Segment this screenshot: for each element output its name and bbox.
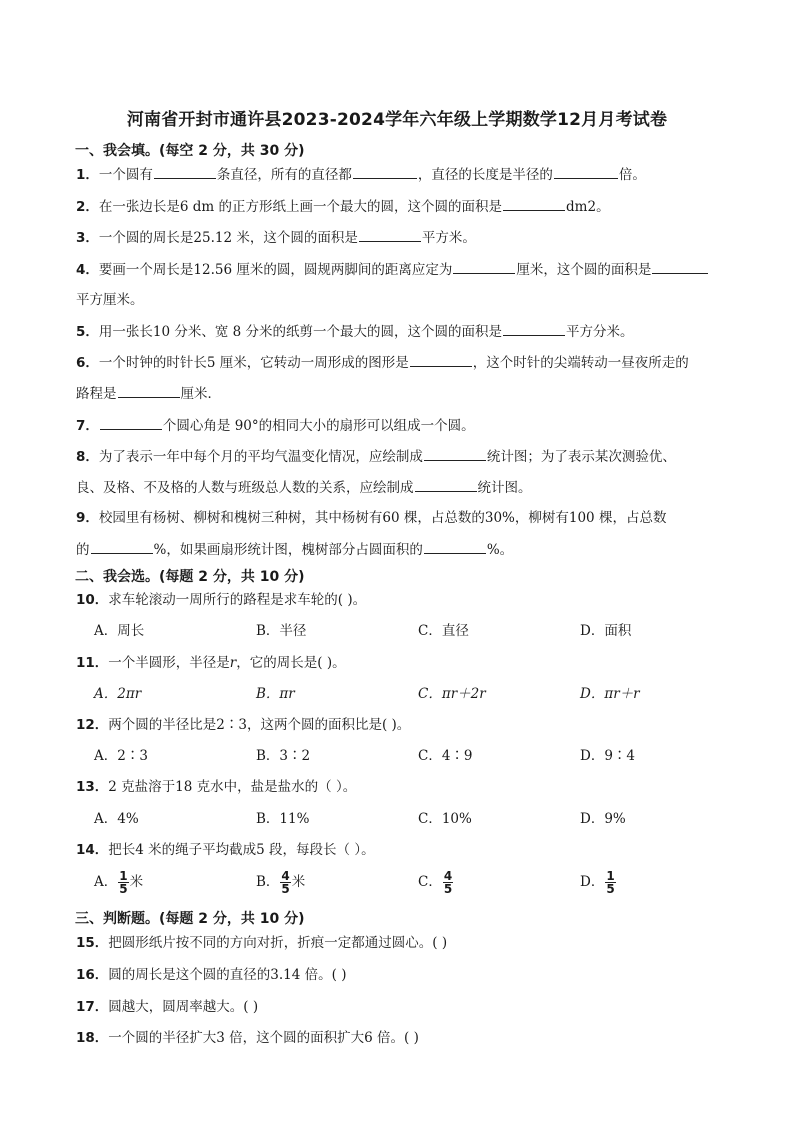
- question-text: 倍。: [618, 167, 646, 183]
- answer-blank[interactable]: [424, 446, 486, 461]
- question-text: dm2。: [566, 199, 610, 215]
- unit: 米: [129, 874, 144, 890]
- question-12: [76, 715, 410, 735]
- question-text: 一个半圆形，半径是: [108, 655, 230, 671]
- question-text: 平方米。: [421, 230, 476, 246]
- option-d[interactable]: D．9∶4: [580, 748, 636, 764]
- option-b[interactable]: [256, 870, 305, 895]
- question-text: 求车轮滚动一周所行的路程是求车轮的( )。: [108, 592, 367, 608]
- question-3: [76, 227, 476, 248]
- question-number: 11．: [76, 655, 109, 671]
- answer-blank[interactable]: [652, 259, 708, 274]
- question-text: 圆越大，圆周率越大。( ): [108, 999, 259, 1015]
- question-text: 的: [76, 542, 90, 558]
- numerator: 1: [606, 869, 615, 883]
- question-17: [76, 997, 258, 1017]
- answer-blank[interactable]: [554, 164, 618, 179]
- option-b[interactable]: B．11%: [256, 811, 310, 827]
- answer-blank[interactable]: [503, 196, 565, 211]
- answer-blank[interactable]: [91, 539, 153, 554]
- fraction: [443, 870, 453, 895]
- answer-blank[interactable]: [359, 227, 421, 242]
- option-label: D．: [580, 874, 605, 890]
- answer-blank[interactable]: [154, 164, 216, 179]
- option-d[interactable]: D．面积: [580, 623, 632, 639]
- question-text: 厘米，这个圆的面积是: [516, 262, 652, 278]
- question-text: 条直径，所有的直径都: [216, 167, 352, 183]
- question-text: ，直径的长度是半径的: [417, 167, 553, 183]
- option-label: B．: [256, 874, 280, 890]
- option-b[interactable]: B．πr: [256, 686, 295, 702]
- denominator: 5: [281, 882, 290, 896]
- question-number: 3．: [76, 230, 99, 246]
- answer-blank[interactable]: [118, 383, 180, 398]
- question-text: 校园里有杨树、柳树和槐树三种树，其中杨树有60 棵，占总数的30%，柳树有100 棵，占总数: [98, 510, 667, 526]
- question-4: [76, 259, 709, 280]
- question-text: 平方厘米。: [76, 292, 144, 308]
- question-8-cont: [76, 477, 532, 498]
- question-text: ，它的周长是( )。: [236, 655, 346, 671]
- section-choice-heading: 二、我会选。(每题 2 分，共 10 分): [75, 569, 305, 585]
- question-14: [76, 840, 375, 860]
- question-number: 10．: [76, 592, 109, 608]
- question-number: 15．: [76, 935, 109, 951]
- numerator: 4: [443, 869, 453, 883]
- answer-blank[interactable]: [410, 352, 472, 367]
- option-label: A．: [94, 874, 118, 890]
- question-number: 7．: [76, 418, 99, 434]
- option-d[interactable]: [580, 870, 617, 895]
- question-5: [76, 321, 634, 342]
- question-number: 8．: [76, 449, 99, 465]
- question-9-cont: [76, 539, 513, 560]
- question-number: 14．: [76, 842, 109, 858]
- denominator: 5: [443, 882, 453, 896]
- page-title: 河南省开封市通许县2023-2024学年六年级上学期数学12月月考试卷: [126, 110, 668, 130]
- answer-blank[interactable]: [424, 539, 486, 554]
- question-text: 用一张长10 分米、宽 8 分米的纸剪一个最大的圆，这个圆的面积是: [98, 324, 503, 340]
- option-label: C．: [418, 874, 442, 890]
- question-4-cont: [76, 290, 144, 310]
- question-11: [76, 653, 346, 673]
- question-text: 一个圆的半径扩大3 倍，这个圆的面积扩大6 倍。( ): [108, 1030, 419, 1046]
- question-number: 4．: [76, 262, 99, 278]
- denominator: 5: [606, 882, 615, 896]
- question-number: 2．: [76, 199, 99, 215]
- question-number: 5．: [76, 324, 99, 340]
- question-10: [76, 590, 366, 610]
- option-a[interactable]: A．4%: [94, 811, 139, 827]
- question-text: ，这个时针的尖端转动一昼夜所走的: [472, 355, 689, 371]
- question-text: 两个圆的半径比是2∶3，这两个圆的面积比是( )。: [108, 717, 411, 733]
- option-c[interactable]: C．10%: [418, 811, 472, 827]
- fraction: [280, 870, 290, 895]
- question-7: [76, 415, 475, 436]
- question-1: [76, 164, 646, 185]
- option-b[interactable]: B．3∶2: [256, 748, 311, 764]
- question-15: [76, 933, 447, 953]
- option-a[interactable]: [94, 870, 143, 895]
- fraction: [605, 870, 615, 895]
- question-number: 17．: [76, 999, 109, 1015]
- question-text: 平方分米。: [566, 324, 634, 340]
- question-16: [76, 965, 346, 985]
- question-text: 个圆心角是 90°的相同大小的扇形可以组成一个圆。: [162, 418, 475, 434]
- question-6-cont: [76, 383, 221, 404]
- question-text: %。: [486, 542, 514, 558]
- variable-r: r: [229, 655, 237, 671]
- denominator: 5: [119, 882, 128, 896]
- question-number: 12．: [76, 717, 109, 733]
- option-c[interactable]: C．4∶9: [418, 748, 473, 764]
- section-fill-in-heading: 一、我会填。(每空 2 分，共 30 分): [75, 143, 305, 159]
- option-c[interactable]: C．直径: [418, 623, 469, 639]
- question-number: 9．: [76, 510, 99, 526]
- option-b[interactable]: B．半径: [256, 623, 307, 639]
- question-text: 要画一个周长是12.56 厘米的圆，圆规两脚间的距离应定为: [98, 262, 453, 278]
- unit: 米: [291, 874, 306, 890]
- section-judgement-heading: 三、判断题。(每题 2 分，共 10 分): [75, 911, 305, 927]
- question-number: 13．: [76, 779, 109, 795]
- question-text: %，如果画扇形统计图，槐树部分占圆面积的: [153, 542, 423, 558]
- question-text: 路程是: [76, 386, 117, 402]
- question-text: 圆的周长是这个圆的直径的3.14 倍。( ): [108, 967, 347, 983]
- question-text: 把长4 米的绳子平均截成5 段，每段长（ ）。: [108, 842, 375, 858]
- answer-blank[interactable]: [100, 415, 162, 430]
- fraction: [118, 870, 128, 895]
- option-c[interactable]: C．πr＋2r: [418, 686, 486, 702]
- question-text: 一个时钟的时针长5 厘米，它转动一周形成的图形是: [98, 355, 409, 371]
- option-a[interactable]: A．2πr: [94, 686, 142, 702]
- question-text: 为了表示一年中每个月的平均气温变化情况，应绘制成: [98, 449, 423, 465]
- question-8: [76, 446, 676, 467]
- question-text: 一个圆的周长是25.12 米，这个圆的面积是: [98, 230, 358, 246]
- question-text: 在一张边长是6 dm 的正方形纸上画一个最大的圆，这个圆的面积是: [98, 199, 503, 215]
- question-number: 18．: [76, 1030, 109, 1046]
- question-number: 6．: [76, 355, 99, 371]
- question-number: 1．: [76, 167, 99, 183]
- answer-blank[interactable]: [453, 259, 515, 274]
- question-number: 16．: [76, 967, 109, 983]
- option-a[interactable]: A．周长: [94, 623, 145, 639]
- question-text: 厘米．: [180, 386, 221, 402]
- option-a[interactable]: A．2∶3: [94, 748, 148, 764]
- answer-blank[interactable]: [503, 321, 565, 336]
- numerator: 1: [119, 869, 128, 883]
- question-2: [76, 196, 610, 217]
- question-text: 统计图。: [477, 480, 532, 496]
- question-text: 良、及格、不及格的人数与班级总人数的关系，应绘制成: [76, 480, 414, 496]
- option-c[interactable]: [418, 870, 454, 895]
- question-text: 一个圆有: [98, 167, 153, 183]
- answer-blank[interactable]: [415, 477, 477, 492]
- question-18: [76, 1028, 419, 1048]
- answer-blank[interactable]: [353, 164, 417, 179]
- numerator: 4: [281, 869, 290, 883]
- question-text: 2 克盐溶于18 克水中，盐是盐水的（ ）。: [108, 779, 357, 795]
- option-d[interactable]: D．9%: [580, 811, 626, 827]
- question-9: [76, 508, 666, 528]
- question-text: 统计图；为了表示某次测验优、: [486, 449, 676, 465]
- question-6: [76, 352, 689, 373]
- question-text: 把圆形纸片按不同的方向对折，折痕一定都通过圆心。( ): [108, 935, 448, 951]
- option-d[interactable]: D．πr＋r: [580, 686, 640, 702]
- question-13: [76, 777, 356, 797]
